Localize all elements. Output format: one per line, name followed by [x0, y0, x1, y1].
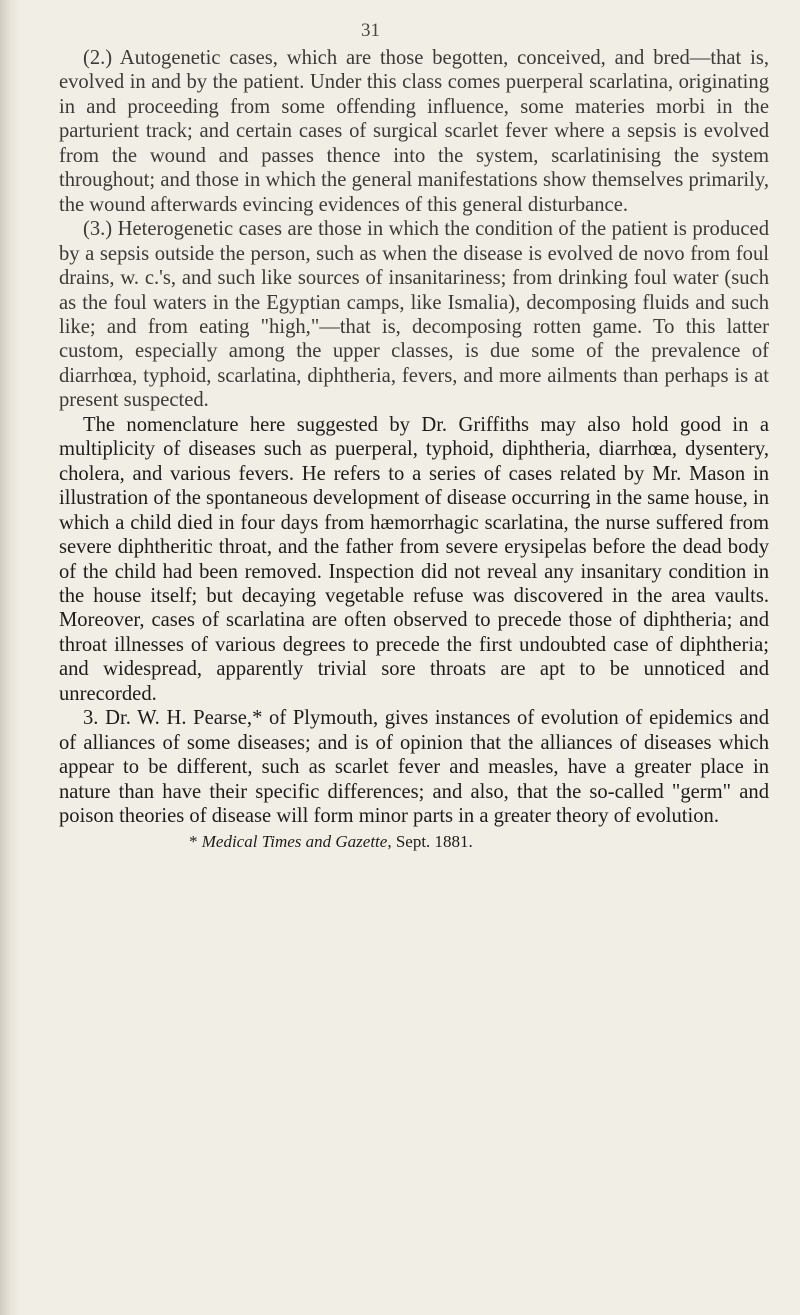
page-number: 31 [361, 20, 380, 41]
footnote: * Medical Times and Gazette, Sept. 1881. [189, 831, 473, 851]
footnote-date: Sept. 1881. [395, 831, 473, 851]
paragraph-pearse: 3. Dr. W. H. Pearse,* of Plymouth, gives instances of evolution of epidemics and of alliances of some diseases; and is of opinion that the alliances of diseases which appear to be different, such as scarlet fever and measles, have a greater place in nature than have their specific differences; and also, that the so-called "germ" and poison theories of disease will form minor parts in a greater theory of evolution. [59, 707, 769, 828]
footnote-marker: * [189, 831, 198, 851]
body-text [59, 46, 769, 852]
paragraph-heterogenetic: (3.) Heterogenetic cases are those in which the condition of the patient is produced by a sepsis outside the person, such as when the disease is evolved de novo from foul drains, w. c.'s, and such like sources of insanitariness; from drinking foul water (such as the foul waters in the Egyptian camps, like Ismalia), decomposing fluids and such like; and from eating "high,"—that is, decomposing rotten game. To this latter custom, especially among the upper classes, is due some of the prevalence of diarrhœa, typhoid, scarlatina, diphtheria, fevers, and more ailments than perhaps is at present suspected. [59, 218, 769, 412]
paragraph-nomenclature: The nomenclature here suggested by Dr. Griffiths may also hold good in a multiplicity of diseases such as puerperal, typhoid, diphtheria, diarrhœa, dysentery, cholera, and various fevers. He refers to a series of cases related by Mr. Mason in illustration of the spontaneous development of disease occurring in the same house, in which a child died in four days from hæmorrhagic scarlatina, the nurse suffered from severe diphtheritic throat, and the father from severe erysipelas before the dead body of the child had been removed. Inspection did not reveal any insanitary condition in the house itself; but decaying vegetable refuse was discovered in the area vaults. Moreover, cases of scarlatina are often observed to precede those of diphtheria; and throat illnesses of various degrees to precede the first undoubted case of diphtheria; and widespread, apparently trivial sore throats are apt to be unnoticed and unrecorded. [59, 413, 769, 705]
paragraph-autogenetic: (2.) Autogenetic cases, which are those begotten, conceived, and bred—that is, evolved in and by the patient. Under this class comes puerperal scarlatina, originating in and proceeding from some offending influence, some materies morbi in the parturient track; and certain cases of surgical scarlet fever where a sepsis is evolved from the wound and passes thence into the system, scarlatinising the system throughout; and those in which the general manifestations show themselves primarily, the wound afterwards evincing evidences of this general disturbance. [59, 47, 769, 216]
footnote-source: Medical Times and Gazette [201, 831, 388, 851]
